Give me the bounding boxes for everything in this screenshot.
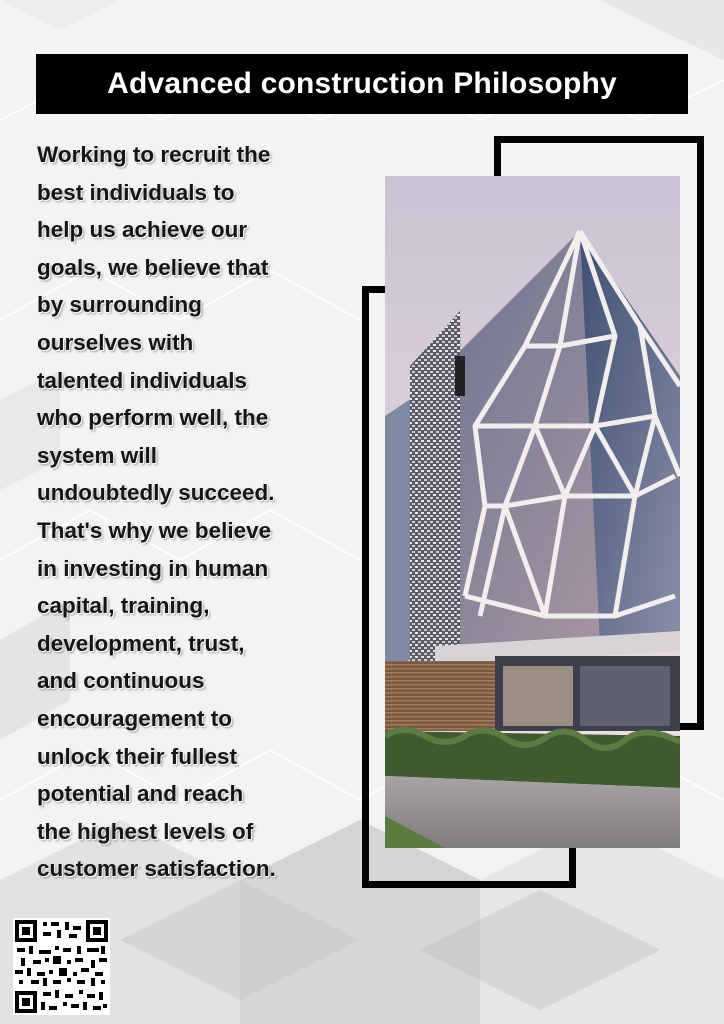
paragraph-line: system will [37, 442, 158, 468]
paragraph-line: who perform well, the [37, 405, 269, 431]
paragraph-line: undoubtedly succeed. [37, 480, 275, 506]
paragraph-line: and continuous [37, 668, 205, 694]
building-photo [385, 176, 680, 848]
paragraph-line: in investing in human [37, 555, 269, 581]
paragraph-line: goals, we believe that [37, 254, 269, 280]
paragraph-line: by surrounding [37, 292, 202, 318]
paragraph-line: help us achieve our [37, 217, 248, 243]
page-title: Advanced construction Philosophy [107, 67, 617, 100]
paragraph-line: development, trust, [37, 630, 245, 656]
paragraph-line: customer satisfaction. [37, 856, 276, 882]
paragraph-line: ourselves with [37, 329, 194, 355]
paragraph-line: capital, training, [37, 593, 210, 619]
body-paragraph [37, 136, 337, 888]
paragraph-line: potential and reach [37, 781, 244, 807]
paragraph-line: That's why we believe [37, 517, 272, 543]
paragraph-line: unlock their fullest [37, 743, 238, 769]
title-banner [36, 54, 688, 114]
qr-code-icon [13, 918, 110, 1015]
paragraph-line: encouragement to [37, 705, 233, 731]
paragraph-line: Working to recruit the [37, 142, 271, 167]
paragraph-line: the highest levels of [37, 818, 254, 844]
paragraph-line: best individuals to [37, 179, 235, 205]
paragraph-line: talented individuals [37, 367, 248, 393]
